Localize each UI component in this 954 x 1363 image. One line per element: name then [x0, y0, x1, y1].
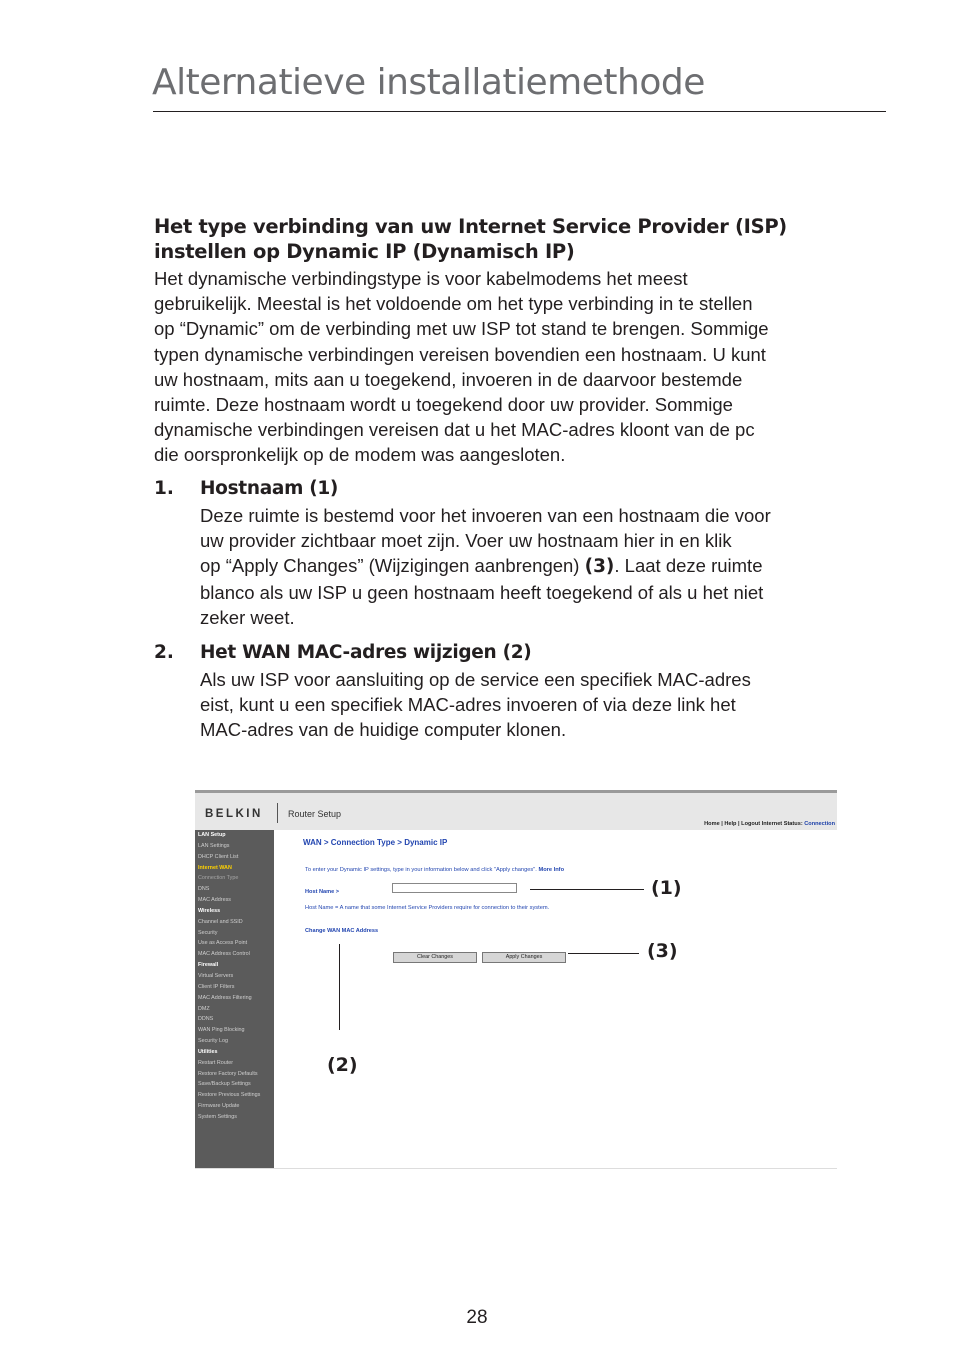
item-line: uw provider zichtbaar moet zijn. Voer uw hostnaam hier in en klik — [200, 530, 732, 552]
item-line — [200, 553, 771, 579]
sidebar-section-heading: LAN Setup — [198, 832, 226, 838]
sidebar-item[interactable]: Client IP Filters — [198, 983, 235, 990]
sidebar-item[interactable]: Use as Access Point — [198, 940, 248, 947]
item-number: 2. — [154, 642, 174, 663]
host-name-description: Host Name = A name that some Internet Service Providers require for connection to their system. — [305, 905, 550, 911]
sidebar-item[interactable]: Internet WAN — [198, 864, 232, 871]
sidebar-item[interactable]: Security Log — [198, 1038, 228, 1045]
callout-reference: (3) — [584, 556, 615, 578]
section-heading-line: Het type verbinding van uw Internet Service Provider (ISP) — [154, 215, 787, 238]
router-screenshot — [195, 790, 837, 1169]
item-line: Als uw ISP voor aansluiting op de service een specifiek MAC-adres — [200, 669, 751, 690]
top-nav-links[interactable]: Home | Help | Logout Internet Status: — [704, 821, 805, 827]
page-number: 28 — [466, 1307, 488, 1328]
belkin-logo: BELKIN — [205, 808, 263, 820]
item-body — [200, 667, 751, 743]
sidebar-item[interactable]: MAC Address Control — [198, 951, 250, 958]
sidebar-item[interactable]: MAC Address — [198, 897, 231, 904]
item-text: op “Apply Changes” (Wijzigingen aanbrengen) — [200, 555, 585, 577]
intro-line: typen dynamische verbindingen vereisen bovendien een hostnaam. U kunt — [154, 343, 766, 365]
sidebar-item[interactable]: WAN Ping Blocking — [198, 1027, 245, 1034]
sidebar-item[interactable]: Restore Previous Settings — [198, 1092, 261, 1099]
item-line: eist, kunt u een specifiek MAC-adres invoeren of via deze link het — [200, 694, 736, 716]
instructions: To enter your Dynamic IP settings, type in your information below and click "Apply changes". — [305, 867, 539, 873]
intro-line: gebruikelijk. Meestal is het voldoende om het type verbinding in te stellen — [154, 293, 753, 315]
sidebar-item[interactable]: Virtual Servers — [198, 972, 234, 979]
host-name-input[interactable] — [392, 883, 517, 893]
header-rule — [153, 111, 886, 112]
sidebar-item[interactable]: DMZ — [198, 1005, 210, 1012]
item-number: 1. — [154, 478, 174, 499]
section-heading-line: instellen op Dynamic IP (Dynamisch IP) — [154, 240, 575, 263]
intro-line: dynamische verbindingen vereisen dat u het MAC-adres kloont van de pc — [154, 419, 755, 441]
breadcrumb: WAN > Connection Type > Dynamic IP — [303, 838, 448, 847]
sidebar-item[interactable]: MAC Address Filtering — [198, 994, 252, 1001]
intro-line: Het dynamische verbindingstype is voor kabelmodems het meest — [154, 268, 688, 289]
logo-divider — [277, 803, 278, 823]
host-name-label: Host Name > — [305, 889, 340, 895]
intro-line: uw hostnaam, mits aan u toegekend, invoeren in de daarvoor bestemde — [154, 368, 743, 390]
intro-line: op “Dynamic” om de verbinding met uw ISP tot stand te brengen. Sommige — [154, 318, 769, 340]
sidebar-section-heading: Wireless — [198, 907, 221, 914]
intro-paragraph — [154, 266, 874, 468]
sidebar-item[interactable]: System Settings — [198, 1113, 237, 1120]
callout-2-label: (2) — [327, 1054, 358, 1076]
instructions-text — [305, 867, 564, 873]
item-line: MAC-adres van de huidige computer klonen. — [200, 719, 567, 741]
sidebar-item[interactable]: Channel and SSID — [198, 918, 243, 925]
sidebar-section-heading: Utilities — [198, 1048, 218, 1055]
item-title: Het WAN MAC-adres wijzigen (2) — [200, 642, 532, 663]
sidebar-item[interactable]: Connection Type — [198, 875, 239, 882]
sidebar-item[interactable]: Security — [198, 929, 218, 936]
sidebar-item[interactable]: DNS — [198, 886, 210, 893]
more-info-link[interactable]: More Info — [538, 867, 565, 873]
app-title: Router Setup — [288, 809, 342, 819]
router-sidebar — [195, 830, 274, 1168]
router-header-bar — [195, 790, 837, 830]
change-wan-mac-link[interactable]: Change WAN MAC Address — [305, 928, 379, 934]
callout-1-label: (1) — [651, 877, 682, 899]
sidebar-item[interactable]: DHCP Client List — [198, 853, 239, 860]
intro-line: ruimte. Deze hostnaam wordt u toegekend door uw provider. Sommige — [154, 394, 733, 416]
callout-2-line — [339, 944, 340, 1030]
item-line: Deze ruimte is bestemd voor het invoeren van een hostnaam die voor — [200, 505, 771, 526]
apply-changes-button[interactable]: Apply Changes — [482, 952, 566, 963]
sidebar-item[interactable]: DDNS — [198, 1016, 214, 1023]
item-text: . Laat deze ruimte — [614, 555, 763, 577]
section-heading — [154, 214, 874, 264]
page-header-title: Alternatieve installatiemethode — [152, 62, 705, 103]
sidebar-item[interactable]: Save/Backup Settings — [198, 1081, 251, 1088]
sidebar-item[interactable]: Restore Factory Defaults — [198, 1070, 258, 1077]
item-line: zeker weet. — [200, 606, 295, 628]
top-nav[interactable] — [704, 821, 835, 827]
intro-line: die oorspronkelijk op de modem was aangesloten. — [154, 444, 566, 466]
sidebar-item[interactable]: Restart Router — [198, 1059, 234, 1066]
internet-status: Connection — [804, 821, 835, 827]
sidebar-section-heading: Firewall — [198, 962, 219, 969]
item-title: Hostnaam (1) — [200, 478, 339, 499]
item-body — [200, 503, 771, 630]
callout-1-line — [530, 889, 644, 890]
callout-3-label: (3) — [647, 940, 678, 962]
clear-changes-button[interactable]: Clear Changes — [393, 952, 477, 963]
sidebar-item[interactable]: LAN Settings — [198, 842, 230, 849]
sidebar-item[interactable]: Firmware Update — [198, 1103, 240, 1110]
callout-3-line — [568, 953, 639, 954]
item-line: blanco als uw ISP u geen hostnaam heeft toegekend of als u het niet — [200, 581, 764, 603]
